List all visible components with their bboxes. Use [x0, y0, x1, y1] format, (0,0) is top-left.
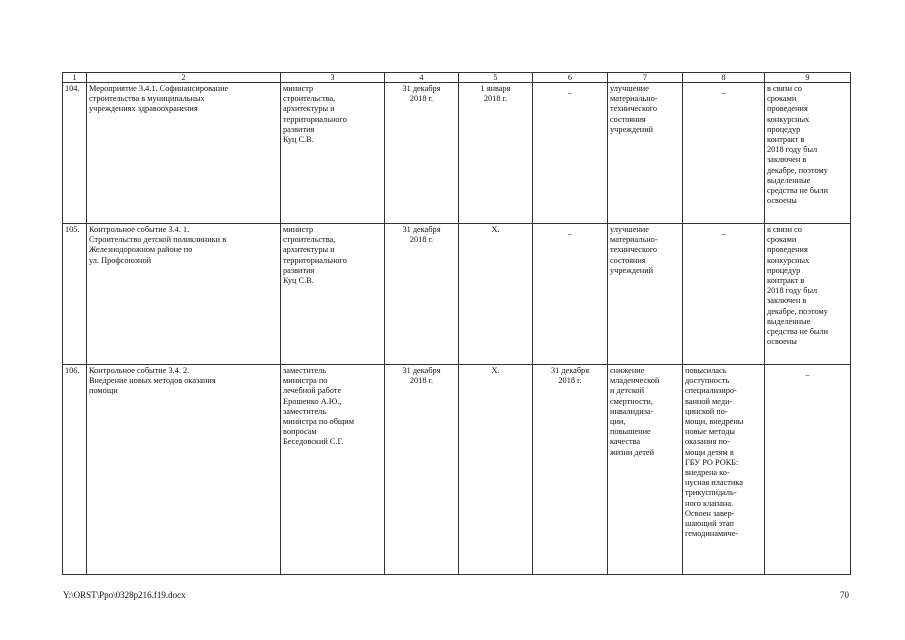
event-name: Контрольное событие 3.4. 2. Внедрение новых методов оказания помощи — [87, 365, 281, 575]
fact-start-date: Х. — [459, 365, 533, 575]
report-table — [62, 72, 851, 575]
achieved-result: _ — [683, 83, 765, 224]
achieved-result: повысилась доступность специализиро- ванной меди- цинской по- мощи, внедрены новые методы оказания по- мощи детям в ГБУ РО РОКБ: внедрена ко- нусная пластика трикуспидаль- ного клапана. Освоен завер- шающий этап гемодинамиче- — [683, 365, 765, 575]
header-row — [63, 73, 851, 83]
row-number: 105. — [63, 224, 87, 365]
header-cell: 6 — [533, 73, 608, 83]
responsible-person: министр строительства, архитектуры и территориального развития Куц С.В. — [281, 83, 385, 224]
header-cell: 8 — [683, 73, 765, 83]
header-cell: 7 — [608, 73, 683, 83]
problems-note: в связи со сроками проведения конкурсных процедур контракт в 2018 году был заключен в декабре, поэтому выделенные средства не были освоены — [765, 83, 851, 224]
achieved-result: _ — [683, 224, 765, 365]
row-number: 106. — [63, 365, 87, 575]
expected-result: снижение младенческой и детской смертности, инвалидиза- ции, повышение качества жизни детей — [608, 365, 683, 575]
table-row — [63, 365, 851, 575]
fact-start-date: Х. — [459, 224, 533, 365]
event-name: Мероприятие 3.4.1. Софинансирование строительства в муниципальных учреждениях здравоохранения — [87, 83, 281, 224]
plan-date: 31 декабря 2018 г. — [385, 224, 459, 365]
responsible-person: заместитель министра по лечебной работе Ерошенко А.Ю., заместитель министра по общим вопросам Беседовский С.Г. — [281, 365, 385, 575]
fact-start-date: 1 января 2018 г. — [459, 83, 533, 224]
plan-date: 31 декабря 2018 г. — [385, 83, 459, 224]
fact-end-date: _ — [533, 224, 608, 365]
problems-note: _ — [765, 365, 851, 575]
responsible-person: министр строительства, архитектуры и территориального развития Куц С.В. — [281, 224, 385, 365]
header-cell: 4 — [385, 73, 459, 83]
header-cell: 1 — [63, 73, 87, 83]
header-cell: 5 — [459, 73, 533, 83]
event-name: Контрольное событие 3.4. 1. Строительство детской поликлиники в Железнодорожном районе по ул. Профсоюзной — [87, 224, 281, 365]
header-cell: 9 — [765, 73, 851, 83]
header-cell: 2 — [87, 73, 281, 83]
expected-result: улучшение материально- технического состояния учреждений — [608, 83, 683, 224]
fact-end-date: 31 декабря 2018 г. — [533, 365, 608, 575]
header-cell: 3 — [281, 73, 385, 83]
table-row — [63, 83, 851, 224]
expected-result: улучшение материально- технического состояния учреждений — [608, 224, 683, 365]
problems-note: в связи со сроками проведения конкурсных процедур контракт в 2018 году был заключен в декабре, поэтому выделенные средства не были освоены — [765, 224, 851, 365]
table-row — [63, 224, 851, 365]
plan-date: 31 декабря 2018 г. — [385, 365, 459, 575]
fact-end-date: _ — [533, 83, 608, 224]
row-number: 104. — [63, 83, 87, 224]
page-number: 70 — [840, 590, 849, 600]
footer-file-path: Y:\ORST\Ppo\0328p216.f19.docx — [63, 590, 186, 600]
